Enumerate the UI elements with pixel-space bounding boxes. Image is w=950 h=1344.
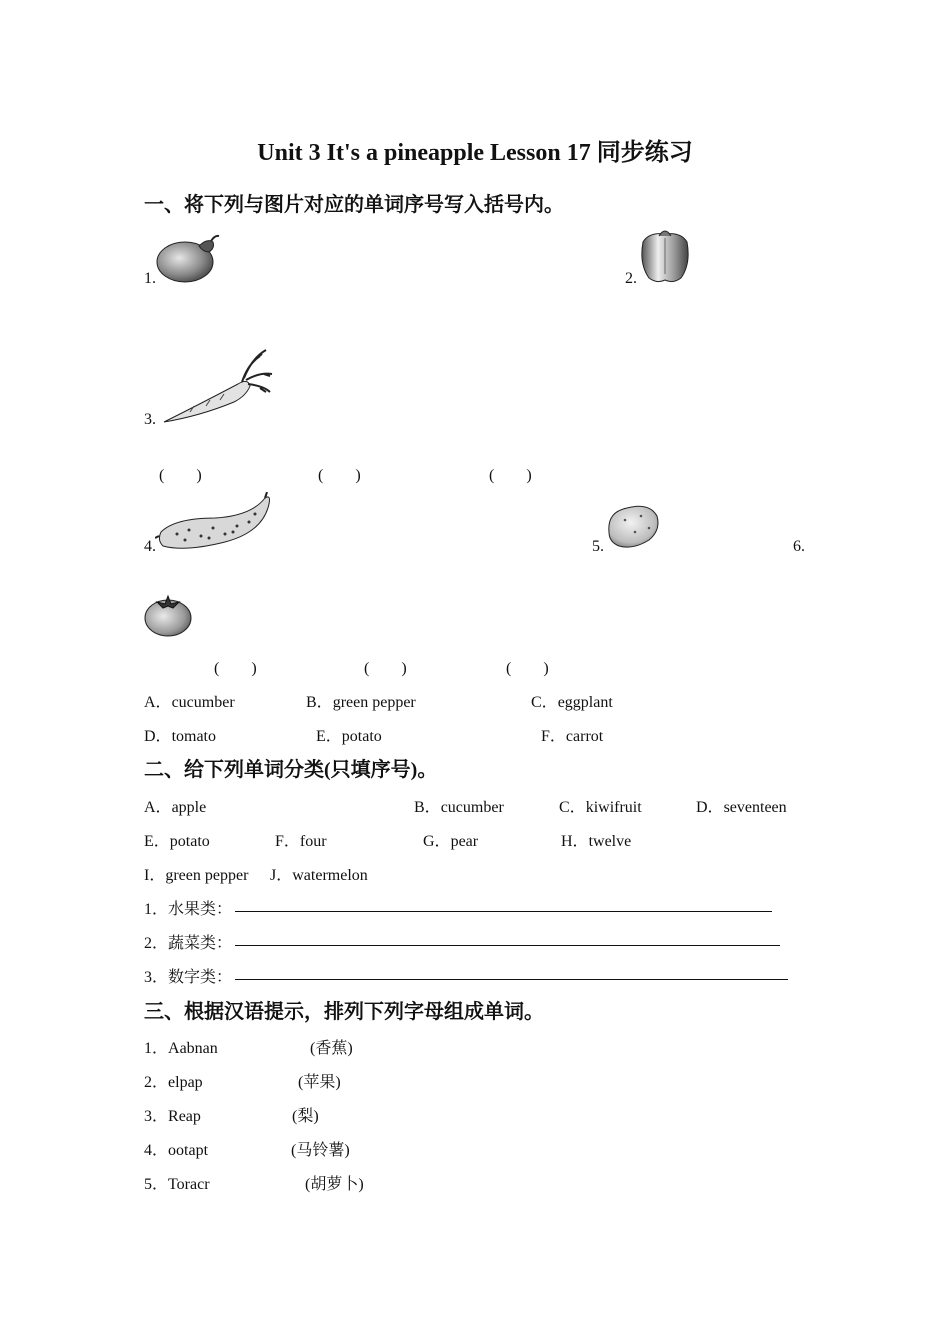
word-item: G．pear (423, 833, 479, 850)
picture-number: 4. (144, 538, 156, 555)
picture-number: 3. (144, 411, 156, 428)
option-item: C．eggplant (531, 694, 613, 711)
green-pepper-icon (637, 224, 691, 284)
tomato-icon (143, 590, 193, 638)
scramble-item: 3．Reap (144, 1108, 201, 1125)
eggplant-icon (155, 232, 221, 284)
answer-blank[interactable]: ( ) (318, 467, 361, 484)
word-item: H．twelve (561, 833, 632, 850)
option-item: D．tomato (144, 728, 216, 745)
scramble-hint: (苹果) (298, 1074, 341, 1091)
answer-blank[interactable]: ( ) (214, 660, 257, 677)
answer-blank[interactable]: ( ) (159, 467, 202, 484)
word-item: C．kiwifruit (559, 799, 642, 816)
word-item: B．cucumber (414, 799, 504, 816)
word-item: E．potato (144, 833, 210, 850)
category-label: 3．数字类： (144, 969, 233, 986)
picture-number: 6. (793, 538, 805, 555)
scramble-item: 5．Toracr (144, 1176, 210, 1193)
picture-number: 2. (625, 270, 637, 287)
category-answer-line[interactable] (235, 911, 772, 912)
picture-number: 1. (144, 270, 156, 287)
word-item: J．watermelon (270, 867, 368, 884)
scramble-hint: (香蕉) (310, 1040, 353, 1057)
cucumber-icon (155, 492, 273, 552)
scramble-item: 1．Aabnan (144, 1040, 218, 1057)
page-title: Unit 3 It's a pineapple Lesson 17 同步练习 (257, 140, 693, 166)
word-item: D．seventeen (696, 799, 787, 816)
section1-heading: 一、将下列与图片对应的单词序号写入括号内。 (144, 194, 564, 216)
scramble-hint: (马铃薯) (291, 1142, 350, 1159)
word-item: F．four (275, 833, 327, 850)
picture-number: 5. (592, 538, 604, 555)
category-answer-line[interactable] (235, 945, 780, 946)
answer-blank[interactable]: ( ) (364, 660, 407, 677)
answer-blank[interactable]: ( ) (489, 467, 532, 484)
category-answer-line[interactable] (235, 979, 788, 980)
option-item: E．potato (316, 728, 382, 745)
word-item: I．green pepper (144, 867, 249, 884)
word-item: A．apple (144, 799, 207, 816)
section3-heading: 三、根据汉语提示，排列下列字母组成单词。 (144, 1001, 544, 1023)
carrot-icon (160, 348, 275, 426)
scramble-hint: (胡萝卜) (305, 1176, 364, 1193)
potato-icon (605, 502, 661, 550)
option-item: F．carrot (541, 728, 604, 745)
scramble-item: 4．ootapt (144, 1142, 209, 1159)
answer-blank[interactable]: ( ) (506, 660, 549, 677)
section2-heading: 二、给下列单词分类(只填序号)。 (144, 759, 438, 781)
category-label: 2．蔬菜类： (144, 935, 233, 952)
scramble-hint: (梨) (292, 1108, 319, 1125)
scramble-item: 2．elpap (144, 1074, 203, 1091)
option-item: A．cucumber (144, 694, 235, 711)
option-item: B．green pepper (306, 694, 416, 711)
category-label: 1．水果类： (144, 901, 233, 918)
